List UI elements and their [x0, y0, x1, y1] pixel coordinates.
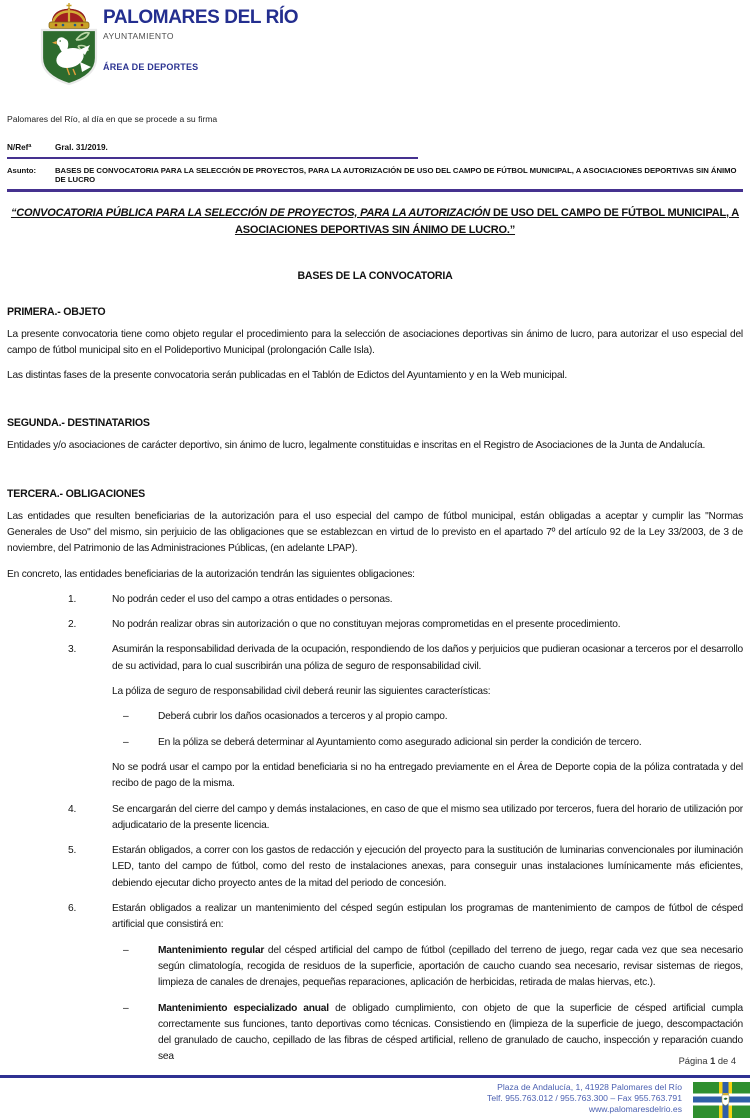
- subject-divider: [7, 189, 743, 192]
- letterhead: [7, 0, 743, 96]
- dash-text: [158, 943, 743, 992]
- list-item: [68, 802, 743, 835]
- section-heading-tercera: TERCERA.- OBLIGACIONES: [7, 487, 146, 500]
- shield-icon: [42, 30, 96, 84]
- page-of: de 4: [717, 1056, 736, 1066]
- list-text: No podrán realizar obras sin autorización o que no constituyan mejoras comprometidas en el presente procedimiento.: [112, 619, 621, 631]
- list-text: No podrán ceder el uso del campo a otras entidades o personas.: [112, 593, 393, 605]
- department-label: ÁREA DE DEPORTES: [103, 62, 199, 72]
- paragraph: Las entidades que resulten beneficiarias de la autorización para el uso especial del campo de fútbol municipal, están obligadas a aceptar y cumplir las "Normas Generales de Uso" del mismo, sin perjuicio de las obligaciones que se establezcan en virtud de lo previsto en el apartado 7º del artículo 92 de la Ley 33/2003, de 3 de noviembre, del Patrimonio de las Administraciones Públicas, (en adelante LPAP).: [7, 510, 743, 555]
- document-title-regular: DE USO DEL CAMPO DE FÚTBOL MUNICIPAL, A ASOCIACIONES DEPORTIVAS SIN ÁNIMO DE LUCRO.”: [234, 206, 740, 236]
- list-closing-paragraph: No se podrá usar el campo por la entidad beneficiaria si no ha entregado previamente en el Área de Deporte copia de la póliza contratada y del recibo de pago de la misma.: [112, 761, 743, 790]
- list-subparagraph: La póliza de seguro de responsabilidad civil deberá reunir las siguientes características:: [112, 686, 491, 698]
- list-number: 6.: [68, 903, 77, 915]
- dash-text: En la póliza se deberá determinar al Ayuntamiento como asegurado adicional sin perder la condición de tercero.: [158, 736, 642, 748]
- list-text: Estarán obligados, a correr con los gastos de redacción y ejecución del proyecto para la sustitución de luminarias convencionales por iluminación LED, tanto del campo de fútbol, como del resto de instalaciones anexas, para conseguir unas instalaciones lumínicamente más eficientes, debiendo ejecutar dicho proyecto antes de la mitad del periodo de concesión.: [112, 845, 743, 889]
- page-label: Página: [678, 1056, 708, 1066]
- letterhead-text: [103, 0, 743, 72]
- list-number: 2.: [68, 619, 77, 631]
- list-text: Estarán obligados a realizar un mantenimiento del césped según estipulan los programas de mantenimiento de campos de fútbol de césped artificial que consistirá en:: [112, 903, 743, 931]
- coat-of-arms-icon: [29, 2, 109, 86]
- reference-divider: [7, 157, 418, 159]
- dash-item: [112, 1001, 743, 1066]
- list-item: [68, 642, 743, 792]
- bases-heading: BASES DE LA CONVOCATORIA: [297, 269, 453, 282]
- dash-bold-lead: Mantenimiento especializado anual: [158, 1002, 329, 1014]
- list-item: [68, 592, 743, 608]
- paragraph: En concreto, las entidades beneficiarias de la autorización tendrán las siguientes obligaciones:: [7, 568, 415, 580]
- dash-marker: –: [123, 736, 129, 748]
- document-title-italic: “CONVOCATORIA PÚBLICA PARA LA SELECCIÓN DE PROYECTOS, PARA LA AUTORIZACIÓN: [10, 206, 491, 219]
- paragraph: Entidades y/o asociaciones de carácter deportivo, sin ánimo de lucro, legalmente constituidas e inscritas en el Registro de Asociaciones de la Junta de Andalucía.: [7, 440, 706, 452]
- reference-row: [7, 143, 743, 152]
- dash-bold-lead: Mantenimiento regular: [158, 944, 265, 956]
- municipality-name: PALOMARES DEL RÍO: [103, 7, 299, 28]
- municipality-subtitle: AYUNTAMIENTO: [103, 31, 174, 41]
- section-heading-segunda: SEGUNDA.- DESTINATARIOS: [7, 417, 150, 430]
- footer-address: [487, 1082, 682, 1114]
- address-line: Plaza de Andalucía, 1, 41928 Palomares del Río: [497, 1082, 682, 1092]
- dash-marker: –: [123, 944, 129, 956]
- list-item: [68, 843, 743, 892]
- list-number: 4.: [68, 803, 77, 815]
- dash-item: [112, 735, 743, 751]
- dateline: Palomares del Río, al día en que se procede a su firma: [7, 114, 218, 124]
- subject-row: [7, 166, 743, 184]
- dash-item: [112, 709, 743, 725]
- dash-marker: –: [123, 1002, 129, 1014]
- address-line: Telf. 955.763.012 / 955.763.300 – Fax 955.763.791: [487, 1092, 682, 1103]
- subject-label: Asunto:: [7, 166, 37, 175]
- website-url: www.palomaresdelrio.es: [588, 1103, 682, 1114]
- document-title: [7, 205, 743, 240]
- paragraph: La presente convocatoria tiene como objeto regular el procedimiento para la selección de asociaciones deportivas sin ánimo de lucro, para autorizar el uso especial del campo de fútbol municipal sito en el Polideportivo Municipal (prolongación Calle Isla).: [7, 328, 743, 356]
- list-number: 5.: [68, 845, 77, 857]
- list-number: 1.: [68, 593, 77, 605]
- paragraph: Las distintas fases de la presente convocatoria serán publicadas en el Tablón de Edictos del Ayuntamiento y en la Web municipal.: [7, 370, 567, 382]
- section-heading-primera: PRIMERA.- OBJETO: [7, 305, 106, 318]
- dash-marker: –: [123, 711, 129, 723]
- dash-rest: del césped artificial del campo de fútbol (cepillado del terreno de juego, regar cada vez que sea necesario según climatología, recogida de residuos de la superficie, aportación de caucho cuando sea necesario, revisar sistemas de riegos, limpieza de canales de drenajes, pequeñas reparaciones, aplicación de herbicidas, retirada de malas hiervas, etc.).: [158, 944, 743, 989]
- dash-text: [158, 1001, 743, 1066]
- list-number: 3.: [68, 644, 77, 656]
- municipal-flag-icon: [693, 1082, 750, 1118]
- page-number-value: 1: [710, 1056, 716, 1066]
- list-item: [68, 617, 743, 633]
- page-number: [679, 1056, 736, 1066]
- list-text: Se encargarán del cierre del campo y demás instalaciones, en caso de que el mismo sea utilizado por terceros, fuera del horario de utilización por adjudicatario de la presente licencia.: [112, 803, 743, 831]
- crown-icon: [49, 3, 89, 29]
- ref-value: Gral. 31/2019.: [55, 143, 108, 152]
- subject-value: BASES DE CONVOCATORIA PARA LA SELECCIÓN DE PROYECTOS, PARA LA AUTORIZACIÓN DE USO DEL CAMPO DE FÚTBOL MUNICIPAL, A ASOCIACIONES DEPORTIVAS SIN ÁNIMO DE LUCRO: [55, 166, 737, 184]
- list-text: Asumirán la responsabilidad derivada de la ocupación, respondiendo de los daños y perjuicios que pudieran ocasionar a terceros por el desarrollo de su actividad, para lo cual suscribirán una póliza de seguro de responsabilidad civil.: [112, 644, 743, 672]
- footer-divider: [0, 1075, 750, 1078]
- dash-rest: de obligado cumplimiento, con objeto de que la superficie de césped artificial cumpla correctamente sus funciones, tanto deportivas como técnicas. Consistiendo en (limpieza de la superficie de juego, descompactación del granulado de caucho, cepillado de las fibras de césped artificial, relleno de granulado de caucho, inspección y reparación cuando sea: [158, 1002, 743, 1063]
- ref-label: N/Refª: [7, 143, 32, 152]
- flag-emblem-icon: [722, 1093, 729, 1106]
- list-item: [68, 901, 743, 1066]
- dash-text: Deberá cubrir los daños ocasionados a terceros y al propio campo.: [158, 711, 448, 723]
- dash-item: [112, 943, 743, 992]
